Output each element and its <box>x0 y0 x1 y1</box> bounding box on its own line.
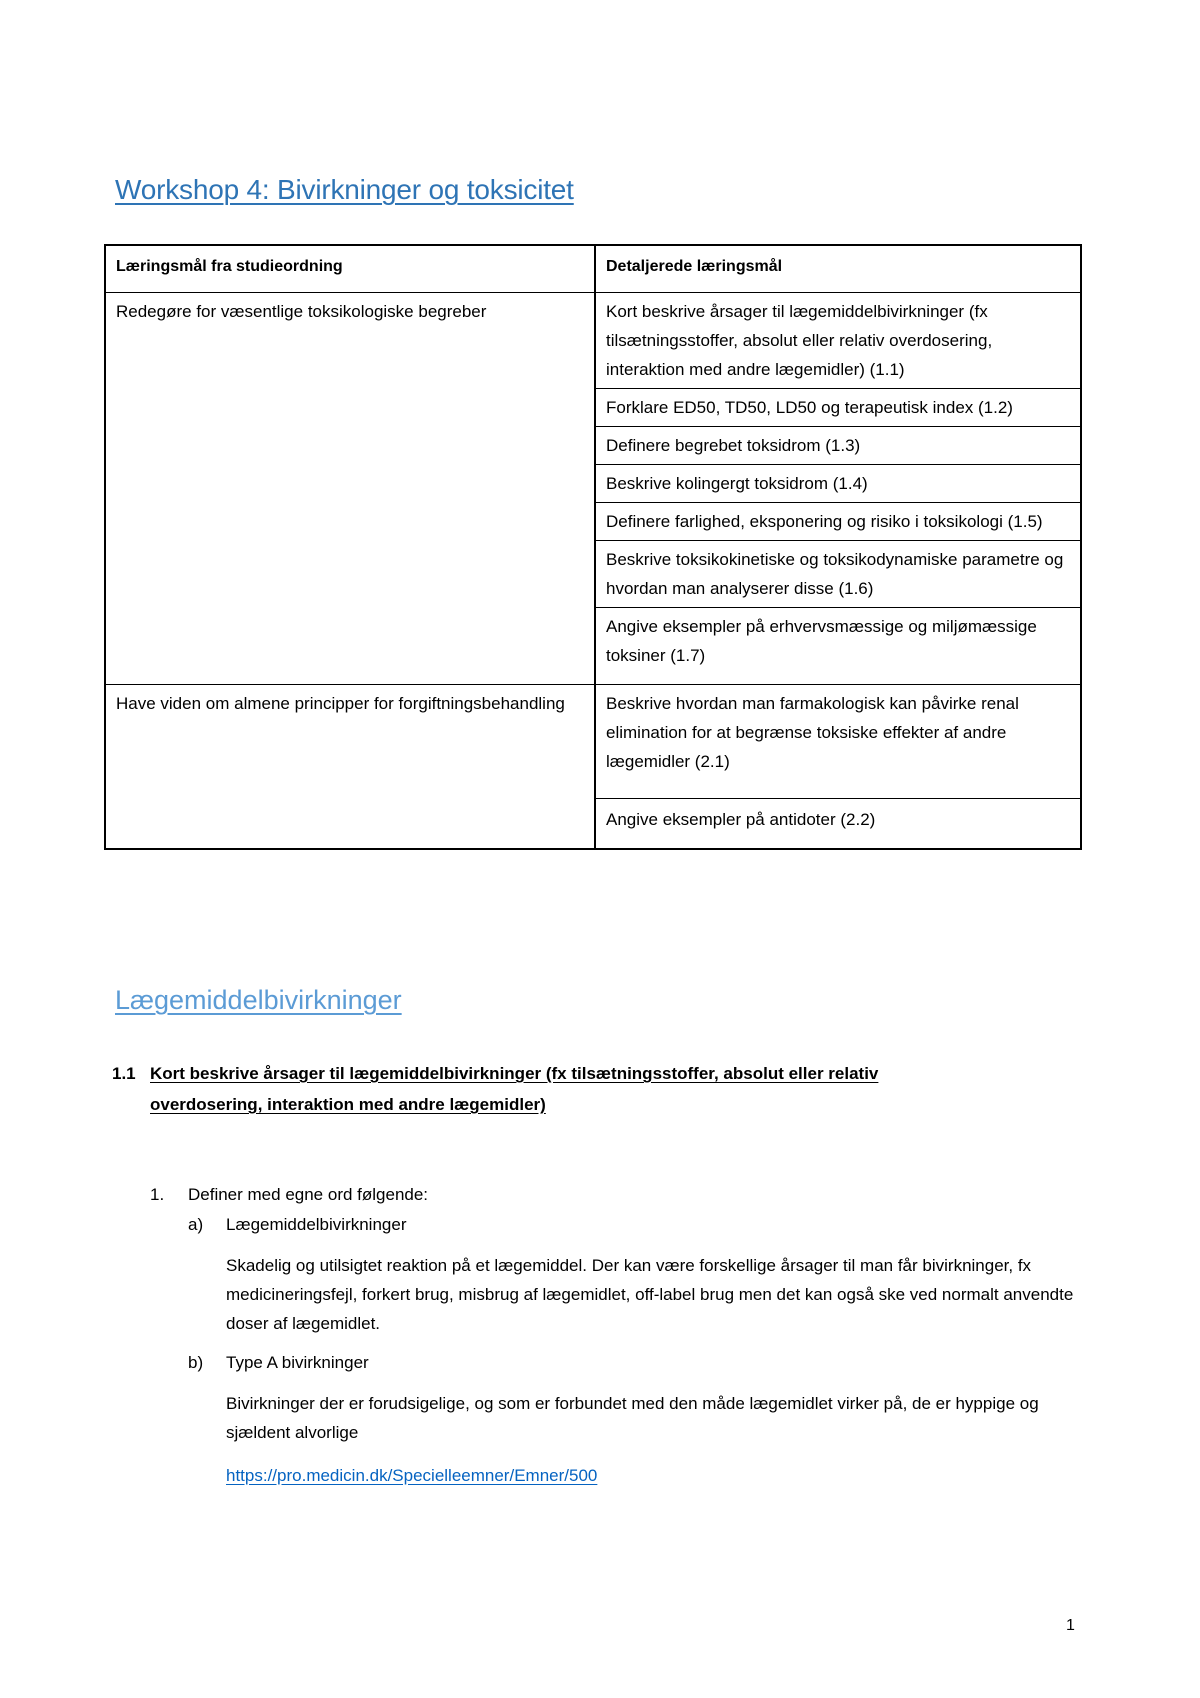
table-detail-item: Beskrive hvordan man farmakologisk kan påvirke renal elimination for at begrænse toksiske effekter af andre lægemidler (2.1) <box>596 685 1080 799</box>
reference-link[interactable]: https://pro.medicin.dk/Specielleemner/Emner/500 <box>226 1466 598 1485</box>
table-detail-item: Definere begrebet toksidrom (1.3) <box>596 427 1080 465</box>
subsection-text: Kort beskrive årsager til lægemiddelbivirkninger (fx tilsætningsstoffer, absolut eller relativ overdosering, interaktion med andre lægemidler) <box>150 1064 879 1114</box>
question-number: 1. <box>150 1185 165 1204</box>
table-detail-item: Forklare ED50, TD50, LD50 og terapeutisk index (1.2) <box>596 389 1080 427</box>
question-item <box>150 1180 1090 1209</box>
table-cell-detail-list <box>596 685 1080 848</box>
sub-question-letter: b) <box>188 1353 204 1372</box>
sub-question-letter: a) <box>188 1215 204 1234</box>
sub-question-a <box>188 1210 1090 1239</box>
table-detail-item: Definere farlighed, eksponering og risiko i toksikologi (1.5) <box>596 503 1080 541</box>
table-cell-goal: Have viden om almene principper for forgiftningsbehandling <box>106 685 596 848</box>
sub-question-label: Lægemiddelbivirkninger <box>226 1215 407 1234</box>
learning-goals-table <box>104 244 1082 850</box>
section-heading: Lægemiddelbivirkninger <box>115 985 402 1015</box>
table-detail-item: Angive eksempler på antidoter (2.2) <box>606 810 876 829</box>
sub-question-b <box>188 1348 1090 1377</box>
table-row <box>106 293 1080 685</box>
table-detail-item: Beskrive kolingergt toksidrom (1.4) <box>596 465 1080 503</box>
answer-text: Bivirkninger der er forudsigelige, og som er forbundet med den måde lægemidlet virker på, de er hyppige og sjældent alvorlige <box>226 1394 1039 1442</box>
table-row <box>106 685 1080 848</box>
page-title: Workshop 4: Bivirkninger og toksicitet <box>115 174 574 205</box>
table-detail-item: Angive eksempler på erhvervsmæssige og miljømæssige toksiner (1.7) <box>606 617 1037 665</box>
question-list <box>150 1180 1090 1490</box>
table-detail-item: Beskrive toksikokinetiske og toksikodynamiske parametre og hvordan man analyserer disse (1.6) <box>596 541 1080 608</box>
table-header-left: Læringsmål fra studieordning <box>106 246 596 292</box>
answer-text: Skadelig og utilsigtet reaktion på et lægemiddel. Der kan være forskellige årsager til man får bivirkninger, fx medicineringsfejl, forkert brug, misbrug af lægemidlet, off-label brug men det kan også ske ved normalt anvendte doser af lægemidlet. <box>226 1256 1074 1333</box>
sub-question-label: Type A bivirkninger <box>226 1353 369 1372</box>
table-header-right: Detaljerede læringsmål <box>606 258 783 275</box>
subsection-number: 1.1 <box>112 1064 136 1083</box>
subsection-heading <box>112 1058 992 1120</box>
table-cell-goal: Redegøre for væsentlige toksikologiske begreber <box>106 293 596 684</box>
table-cell-detail-list <box>596 293 1080 684</box>
table-header-row <box>106 246 1080 293</box>
table-detail-item: Kort beskrive årsager til lægemiddelbivirkninger (fx tilsætningsstoffer, absolut eller relativ overdosering, interaktion med andre lægemidler) (1.1) <box>596 293 1080 389</box>
page-number: 1 <box>1066 1617 1075 1634</box>
question-text: Definer med egne ord følgende: <box>188 1185 429 1204</box>
